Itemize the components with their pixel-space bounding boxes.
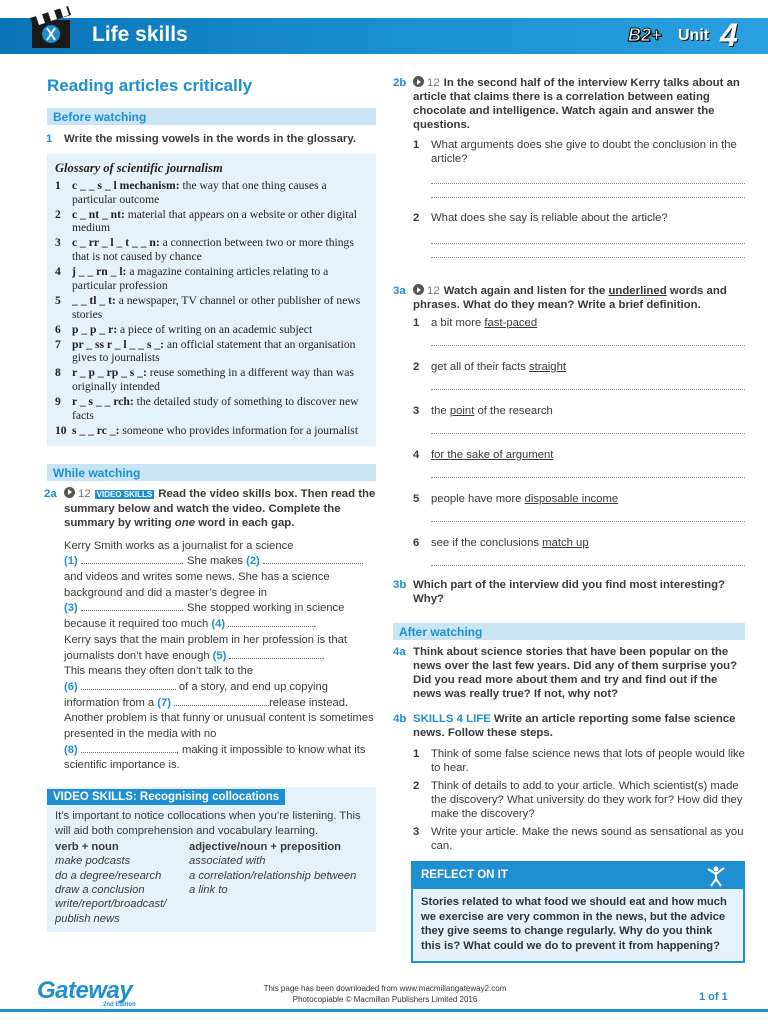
play-icon[interactable] <box>64 487 75 498</box>
glossary-item: 5 _ _ tl _ t: a newspaper, TV channel or other publisher of news stories <box>55 293 361 321</box>
reflect-text: Stories related to what food we should eat and how much we exercise are very common in the news, but the advice they give seems to change regularly. Why do you think this is? What could we do to prevent it from happening? <box>413 889 743 961</box>
collocation-item: a link to <box>189 884 228 897</box>
gap-2[interactable] <box>263 554 363 564</box>
glossary-item: 6 p _ p _ r: a piece of writing on an academic subject <box>55 322 313 336</box>
collocation-item: write/report/broadcast/ <box>55 898 167 911</box>
gap-8[interactable] <box>81 743 176 753</box>
section-title: Reading articles critically <box>47 76 253 95</box>
answer-line[interactable] <box>431 257 745 258</box>
right-column <box>393 70 745 963</box>
footer-line <box>0 1009 768 1012</box>
before-watching-bar: Before watching <box>47 108 376 125</box>
collocation-item: draw a conclusion <box>55 884 145 897</box>
gap-6[interactable] <box>81 680 176 690</box>
q2b-item-1: 1 What arguments does she give to doubt the conclusion in the article? <box>413 139 737 165</box>
q4b-step-2: 2 Think of details to add to your article. Which scientist(s) made the discovery? What university do they work for? How did they make the discovery? <box>413 780 743 820</box>
glossary-item: 7 pr _ ss r _ l _ _ s _: an official statement that an organisation gives to journalists <box>55 337 356 365</box>
video-skills-text: It’s important to notice collocations when you’re listening. This will aid both comprehension and vocabulary learning. <box>55 810 361 837</box>
glossary-item: 4 j _ _ rn _ l: a magazine containing articles relating to a particular profession <box>55 265 329 292</box>
reflect-figure-icon <box>703 865 729 887</box>
col1-heading: verb + noun <box>55 841 119 854</box>
q3a-item-2: 2 get all of their facts straight <box>413 361 567 373</box>
collocation-item: do a degree/research <box>55 869 162 882</box>
answer-line[interactable] <box>431 183 745 184</box>
glossary-title: Glossary of scientific journalism <box>55 161 223 175</box>
q2b-item-2: 2 What does she say is reliable about the article? <box>413 212 668 224</box>
glossary-item: 8 r _ p _ rp _ s _: reuse something in a different way than was originally intended <box>55 366 354 393</box>
collocation-columns <box>47 840 376 926</box>
page-header <box>0 0 768 57</box>
answer-line[interactable] <box>431 565 745 566</box>
collocation-item: associated with <box>189 855 266 868</box>
question-4a: 4a Think about science stories that have been popular on the news over the last few years. Did any of them surprise you? Did you read more about them and try and find out if the news was really true? If not, why not? <box>393 646 738 700</box>
reflect-title: REFLECT ON IT <box>421 869 508 881</box>
clapperboard-icon <box>26 4 76 52</box>
collocation-item: a correlation/relationship between <box>189 869 357 882</box>
glossary-item: 2 c _ nt _ nt: material that appears on a website or other digital medium <box>55 207 357 235</box>
q4b-step-3: 3 Write your article. Make the news sound as sensational as you can. <box>413 826 744 852</box>
answer-line[interactable] <box>431 521 745 522</box>
glossary-item: 3 c _ rr _ l _ t _ _ n: a connection between two or more things that is not caused by chance <box>55 236 354 264</box>
page-number: 1 of 1 <box>699 991 728 1003</box>
question-2b: 2b 12 In the second half of the interview Kerry talks about an article that claims there is a correlation between eating chocolate and intelligence. Watch again and answer the questions. <box>393 77 740 131</box>
answer-line[interactable] <box>431 197 745 198</box>
answer-line[interactable] <box>431 345 745 346</box>
q3a-item-3: 3 the point of the research <box>413 405 553 417</box>
play-icon[interactable] <box>413 76 424 87</box>
gap-3[interactable] <box>81 601 181 611</box>
answer-line[interactable] <box>431 243 745 244</box>
glossary-list <box>55 179 369 437</box>
level-label: B2+ <box>628 25 662 45</box>
page-footer <box>0 977 768 1024</box>
q3a-item-5: 5 people have more disposable income <box>413 493 619 505</box>
q3a-list <box>413 316 745 566</box>
video-skills-tag: VIDEO SKILLS <box>96 489 153 499</box>
footer-text: This page has been downloaded from www.macmillangateway2.com Photocopiable © Macmillan Publishers Limited 2016 <box>263 984 507 1004</box>
glossary-item: 9 r _ s _ _ rch: the detailed study of something to discover new facts <box>55 394 359 422</box>
glossary-item: 10 s _ _ rc _: someone who provides information for a journalist <box>55 423 359 437</box>
reflect-box <box>411 861 745 963</box>
q4b-list <box>413 747 745 853</box>
video-skills-box <box>47 787 376 932</box>
gateway-logo: Gateway <box>37 977 133 1004</box>
page-title: Life skills <box>92 23 188 46</box>
gap-1[interactable] <box>81 554 181 564</box>
level-badge <box>628 17 740 53</box>
unit-label: Unit <box>678 27 710 44</box>
collocation-item: publish news <box>55 912 120 925</box>
q4b-step-1: 1 Think of some false science news that lots of people would like to hear. <box>413 748 745 774</box>
question-4b: 4b SKILLS 4 LIFE Write an article reporting some false science news. Follow these steps. <box>393 713 736 739</box>
q3a-item-1: 1 a bit more fast-paced <box>413 317 538 329</box>
skills-4-life-tag: SKILLS 4 LIFE <box>413 713 491 725</box>
q3a-item-6: 6 see if the conclusions match up <box>413 537 589 549</box>
answer-line[interactable] <box>431 433 745 434</box>
left-column <box>30 70 376 932</box>
gap-4[interactable] <box>228 617 313 627</box>
while-watching-bar: While watching <box>47 464 376 481</box>
question-2a: 2a 12 VIDEO SKILLS Read the video skills box. Then read the summary below and watch the video. Complete the summary by writing one word in each gap. <box>44 487 376 529</box>
unit-number: 4 <box>720 17 738 53</box>
answer-line[interactable] <box>431 389 745 390</box>
answer-line[interactable] <box>431 477 745 478</box>
gap-7[interactable] <box>174 696 269 706</box>
summary-text: Kerry Smith works as a journalist for a science (1) . She makes (2) and videos and writes some news. She has a science background and did a master’s degree in (3) . She stopped working in science because it required too much (4) . Kerry says that the main problem in her profession is that journalists don’t have enough (5) . This means they often don’t talk to the (6) of a story, and end up copying information from a (7) release instead. Another problem is that funny or unusual content is sometimes presented in the media with no (8) , making it impossible to know what its scientific importance is. <box>64 539 374 772</box>
q3a-item-4: 4 for the sake of argument <box>413 449 554 461</box>
edition-label: 2nd Edition <box>103 1002 136 1008</box>
video-skills-title: VIDEO SKILLS: Recognising collocations <box>47 789 285 805</box>
question-3b: 3b Which part of the interview did you find most interesting? Why? <box>393 579 725 605</box>
glossary-box <box>47 154 376 446</box>
col2-heading: adjective/noun + preposition <box>189 841 341 854</box>
gap-5[interactable] <box>229 649 321 659</box>
question-1: 1 Write the missing vowels in the words in the glossary. <box>46 133 357 145</box>
question-3a: 3a 12 Watch again and listen for the underlined words and phrases. What do they mean? Write a brief definition. <box>393 285 727 311</box>
collocation-item: make podcasts <box>55 855 131 868</box>
glossary-item: 1 c _ _ s _ l mechanism: the way that one thing causes a particular outcome <box>55 179 327 206</box>
play-icon[interactable] <box>413 284 424 295</box>
after-watching-bar: After watching <box>393 623 745 640</box>
